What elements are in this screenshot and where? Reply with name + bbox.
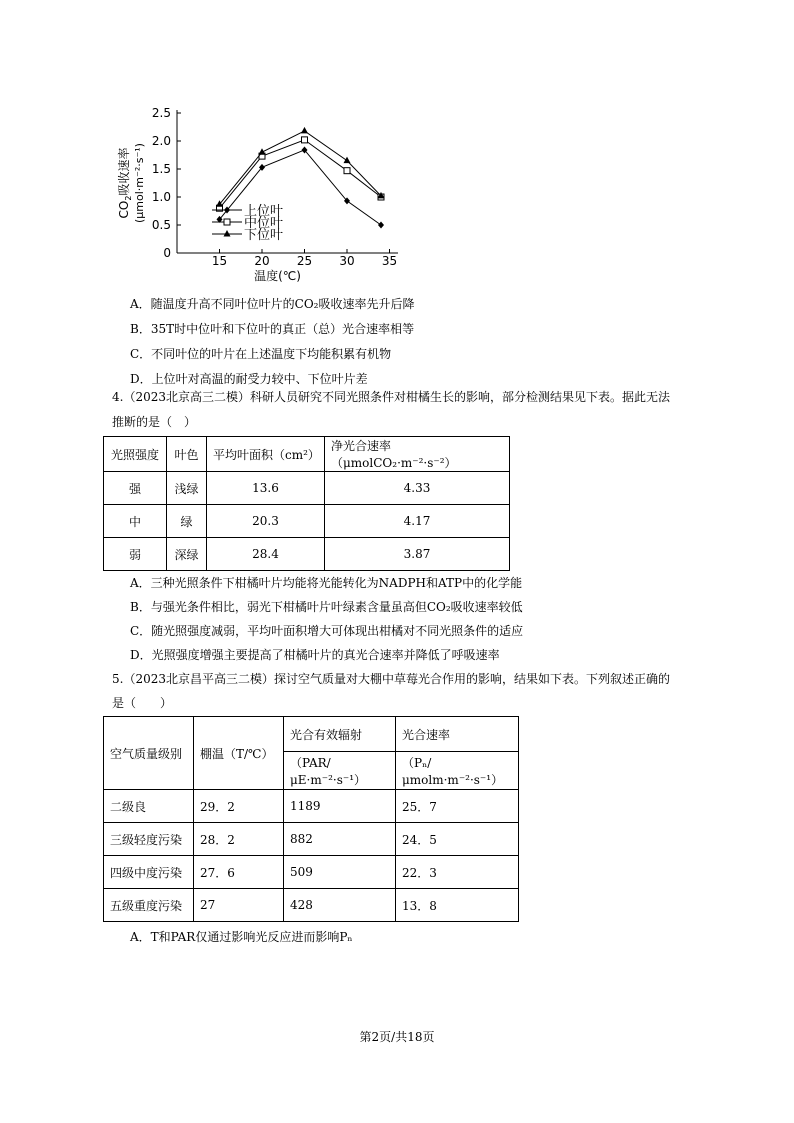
data-point (224, 230, 231, 237)
y-tick-label: 0 (163, 246, 171, 260)
y-tick-label: 2.5 (151, 106, 171, 120)
table-row (104, 538, 510, 571)
table-cell: 深绿 (167, 538, 207, 571)
header-rate-unit: （Pₙ/μmolm·m⁻²·s⁻¹） (396, 752, 519, 790)
table-cell: 22．3 (396, 856, 519, 889)
question-4-stem-line1: 4.（2023北京高三二模）科研人员研究不同光照条件对柑橘生长的影响，部分检测结果见下表。据此无法 (112, 390, 670, 404)
series-triangle (216, 127, 385, 207)
table-cell: 27 (194, 889, 284, 922)
x-tick-label: 25 (296, 254, 313, 268)
table-cell: 29．2 (194, 790, 284, 823)
series-square (217, 137, 385, 211)
air-quality-table (103, 716, 519, 922)
table-header-cell: 叶色 (167, 437, 207, 472)
x-axis-title: 温度(℃) (254, 269, 301, 283)
data-point (301, 127, 308, 134)
data-point (344, 168, 350, 174)
q4-option: B．与强光条件相比，弱光下柑橘叶片叶绿素含量虽高但CO₂吸收速率较低 (130, 600, 523, 614)
y-tick-label: 0.5 (151, 218, 171, 232)
table-cell: 882 (284, 823, 396, 856)
table-cell: 1189 (284, 790, 396, 823)
y-axis-title: $CO_2$吸收速率 (117, 147, 133, 219)
y-axis-title-group (116, 143, 146, 223)
table-cell: 四级中度污染 (104, 856, 194, 889)
table-header-cell: 净光合速率（μmolCO₂·m⁻²·s⁻²） (325, 437, 510, 472)
table-cell: 中 (104, 505, 167, 538)
legend-label: 中位叶 (244, 216, 284, 231)
header-par: 光合有效辐射 (284, 717, 396, 752)
table-cell: 4.33 (325, 472, 510, 505)
table-cell: 五级重度污染 (104, 889, 194, 922)
table-row (104, 505, 510, 538)
q4-option: C．随光照强度减弱，平均叶面积增大可体现出柑橘对不同光照条件的适应 (130, 624, 524, 638)
legend-label: 上位叶 (244, 204, 284, 219)
header-par-unit: （PAR/μE·m⁻²·s⁻¹） (284, 752, 396, 790)
x-tick-label: 35 (381, 254, 398, 268)
table-header-cell: 光照强度 (104, 437, 167, 472)
table-row (104, 472, 510, 505)
table-row (104, 823, 519, 856)
table-cell: 13.6 (207, 472, 325, 505)
q4-option: A．三种光照条件下柑橘叶片均能将光能转化为NADPH和ATP中的化学能 (130, 576, 523, 590)
chart-legend (212, 204, 283, 243)
question-4-stem-line2: 推断的是（ ） (112, 415, 197, 429)
table-cell: 20.3 (207, 505, 325, 538)
table-cell: 428 (284, 889, 396, 922)
q3-option: C．不同叶位的叶片在上述温度下均能积累有机物 (130, 347, 392, 361)
data-point (378, 222, 384, 229)
table-header-cell: 平均叶面积（cm²） (207, 437, 325, 472)
y-axis-unit: (μmol·m⁻²·s⁻¹) (133, 143, 146, 223)
q3-option: B．35T时中位叶和下位叶的真正（总）光合速率相等 (130, 322, 415, 336)
table-cell: 绿 (167, 505, 207, 538)
q4-option: D．光照强度增强主要提高了柑橘叶片的真光合速率并降低了呼吸速率 (130, 648, 500, 662)
table-cell: 3.87 (325, 538, 510, 571)
table-cell: 24．5 (396, 823, 519, 856)
data-point (302, 137, 308, 143)
light-intensity-table (103, 436, 510, 571)
table-cell: 28.4 (207, 538, 325, 571)
table-cell: 509 (284, 856, 396, 889)
q3-option: A．随温度升高不同叶位叶片的CO₂吸收速率先升后降 (130, 297, 415, 311)
table-row (104, 790, 519, 823)
table-cell: 13．8 (396, 889, 519, 922)
q3-option: D．上位叶对高温的耐受力较中、下位叶片差 (130, 372, 368, 386)
header-air-quality: 空气质量级别 (104, 717, 194, 790)
co2-absorption-chart (100, 100, 410, 285)
table-cell: 浅绿 (167, 472, 207, 505)
legend-label: 下位叶 (244, 228, 284, 243)
table-cell: 三级轻度污染 (104, 823, 194, 856)
data-point (344, 157, 351, 164)
table-row (104, 889, 519, 922)
page-footer: 第2页/共18页 (359, 1030, 435, 1044)
header-rate: 光合速率 (396, 717, 519, 752)
question-5-stem-line2: 是（ ） (112, 696, 173, 710)
question-5-stem-line1: 5.（2023北京昌平高三二模）探讨空气质量对大棚中草莓光合作用的影响，结果如下表。下列叙述正确的 (112, 672, 670, 686)
y-tick-label: 1.5 (151, 162, 171, 176)
table-cell: 28．2 (194, 823, 284, 856)
y-tick-label: 2.0 (151, 134, 171, 148)
table-cell: 27．6 (194, 856, 284, 889)
series-diamond (217, 146, 385, 228)
table-cell: 弱 (104, 538, 167, 571)
x-tick-label: 30 (339, 254, 355, 268)
x-tick-label: 20 (254, 254, 270, 268)
table-cell: 4.17 (325, 505, 510, 538)
table-cell: 25．7 (396, 790, 519, 823)
question-5-option-a: A．T和PAR仅通过影响光反应进而影响Pₙ (130, 930, 353, 944)
table-cell: 二级良 (104, 790, 194, 823)
header-temperature: 棚温（T/℃） (194, 717, 284, 790)
table-cell: 强 (104, 472, 167, 505)
data-point (224, 219, 230, 225)
table-row (104, 856, 519, 889)
y-tick-label: 1.0 (151, 190, 171, 204)
x-tick-label: 15 (211, 254, 228, 268)
